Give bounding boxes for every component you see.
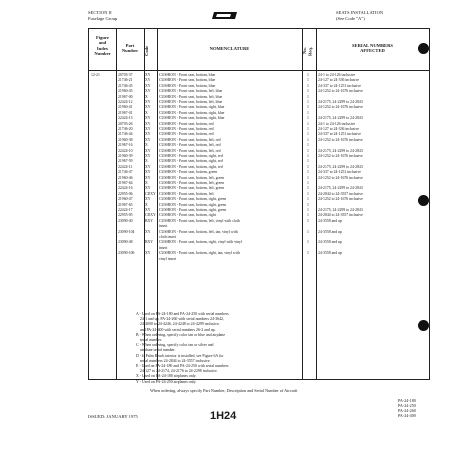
section-header	[88, 10, 117, 21]
installation-code-note: (See Code "A")	[336, 15, 365, 21]
cell-nomenclature: cloth insert	[159, 235, 176, 239]
installation-header	[336, 10, 383, 21]
cell-serial-numbers: 24-127 to 24-336 inclusive	[318, 127, 360, 131]
cell-quantity: 1	[307, 94, 309, 99]
issued-date: ISSUED: JANUARY 1975	[88, 414, 138, 419]
cell-serial-numbers: 24-337 to 24-1251 inclusive	[318, 132, 361, 137]
cell-code: XY	[145, 105, 151, 110]
cell-nomenclature: CUSHION - Front seat, bottom, right, green	[159, 208, 227, 212]
cell-nomenclature: CUSHION - Front seat, bottom, right, green	[159, 202, 227, 207]
cell-nomenclature: CUSHION - Front seat, bottom, right, red	[159, 154, 223, 158]
cell-code: XY	[145, 170, 151, 175]
cell-quantity: 1	[307, 186, 309, 191]
cell-code: CDXY	[145, 213, 156, 218]
binder-hole	[418, 320, 429, 331]
cell-code: CDXY	[145, 191, 156, 196]
cell-nomenclature: CUSHION - Front seat, bottom, left, vinyl with cloth	[159, 218, 240, 223]
cell-serial-numbers: 24-2175, 24-2299 to 24-2843	[318, 186, 363, 191]
cell-nomenclature: CUSHION - Front seat, bottom, left, red	[159, 137, 221, 142]
col-header-figure: Figure and Index Number	[94, 35, 111, 57]
cell-serial-numbers: 24-1252 to 24-1676 inclusive	[318, 154, 363, 158]
cell-part-number: 23090-106	[118, 251, 135, 256]
cell-serial-numbers: 24-1252 to 24-1676 inclusive	[318, 197, 363, 202]
col-header-req: No. Req.	[302, 46, 313, 56]
cell-part-number: 22955-05	[118, 213, 133, 218]
cell-nomenclature: CUSHION - Front seat, bottom, left, green	[159, 186, 225, 191]
cell-part-number: 22424-10	[118, 148, 133, 153]
cell-part-number: 21746-21	[118, 78, 133, 83]
cell-code: XY	[145, 73, 151, 77]
cell-part-number: 21960-46	[118, 175, 133, 180]
cell-code: XY	[145, 89, 151, 94]
cell-serial-numbers: 24-1252 to 24-1676 inclusive	[318, 89, 363, 94]
model-number: PA-24-400	[398, 413, 416, 419]
model-number: PA-24-260	[398, 408, 416, 414]
page-id: 1H24	[210, 410, 237, 422]
cell-figure: 12-21	[91, 73, 100, 77]
cell-nomenclature: CUSHION - Front seat, bottom, right, vinyl with vinyl	[159, 240, 243, 245]
cell-code: XY	[145, 208, 151, 212]
cell-part-number: 22424-13	[118, 116, 133, 121]
cell-quantity: 1	[307, 202, 309, 207]
col-header-part: Part Number	[121, 43, 139, 54]
cell-part-number: 21960-41	[118, 105, 133, 110]
cell-quantity: 1	[307, 229, 309, 234]
cell-quantity: 1	[307, 137, 309, 142]
cell-part-number: 21746-20	[118, 127, 133, 131]
model-number: PA-24-180	[398, 398, 416, 403]
note-line: A - Used on PA-24-180 and PA-24-250 with serial numbers	[136, 312, 229, 316]
cell-nomenclature: CUSHION - Front seat, bottom, blue	[159, 83, 216, 88]
cell-serial-numbers: 24-3558 and up	[318, 218, 342, 223]
binder-hole	[418, 195, 429, 206]
cell-nomenclature: CUSHION - Front seat, bottom, right, blue	[159, 116, 225, 121]
cell-quantity: 1	[307, 83, 309, 88]
cell-quantity: 1	[307, 143, 309, 148]
cell-part-number: 21960-45	[118, 89, 133, 94]
note-line: C - When ordering, specify color tan or silver and	[136, 343, 214, 348]
model-list	[398, 398, 416, 418]
cell-quantity: 1	[307, 170, 309, 175]
cell-nomenclature: insert	[159, 224, 168, 229]
cell-quantity: 1	[307, 240, 309, 245]
cell-part-number: 21960-38	[118, 137, 133, 142]
cell-code: X	[145, 94, 148, 99]
cell-nomenclature: CUSHION - Front seat, bottom, left, blue	[159, 100, 223, 104]
cell-serial-numbers: 24-337 to 24-1251 inclusive	[318, 170, 361, 175]
col-header-serial: SERIAL NUMBERS AFFECTED	[352, 43, 393, 54]
cell-code: XY	[145, 154, 151, 158]
cell-nomenclature: CUSHION - Front seat, bottom, right, green	[159, 197, 227, 202]
cell-code: X	[145, 202, 148, 207]
cell-part-number: 21960-39	[118, 154, 133, 158]
cell-serial-numbers: 24-2175, 24-2299 to 24-2843	[318, 208, 363, 212]
cell-part-number: 23090-48	[118, 240, 133, 245]
cell-quantity: 1	[307, 213, 309, 218]
cell-part-number: 21960-47	[118, 197, 133, 202]
cell-quantity: 1	[307, 110, 309, 115]
cell-serial-numbers: 24-1252 to 24-1676 inclusive	[318, 137, 363, 142]
cell-code: BXY	[145, 240, 154, 245]
cell-code: XY	[145, 148, 151, 153]
col-divider	[116, 29, 117, 379]
cell-serial-numbers: 24-2175, 24-2299 to 24-2843	[318, 116, 363, 121]
cell-quantity: 1	[307, 208, 309, 212]
cell-quantity: 1	[307, 251, 309, 256]
cell-nomenclature: CUSHION - Front seat, bottom, left, green	[159, 181, 225, 185]
cell-part-number: 21746-45	[118, 83, 133, 88]
note-line: Y - Used on PA-24-250 airplanes only.	[136, 379, 197, 384]
note-line: D - If Palm Beach interior is installed, see Figure 6A for	[136, 353, 224, 358]
cell-nomenclature: CUSHION - Front seat, bottom, right, blue	[159, 110, 225, 115]
cell-nomenclature: insert	[159, 245, 168, 250]
cell-code: X	[145, 110, 148, 115]
cell-quantity: 1	[307, 105, 309, 110]
cell-quantity: 1	[307, 132, 309, 137]
cell-serial-numbers: 24-1 to 24-126 inclusive	[318, 121, 356, 126]
cell-quantity: 1	[307, 148, 309, 153]
cell-part-number: 22424-12	[118, 100, 133, 104]
cell-nomenclature: CUSHION - Front seat, bottom, blue	[159, 78, 216, 83]
note-line: serial numbers 24-2844 to 24-3557 inclusive.	[136, 358, 211, 363]
cell-code: XY	[145, 175, 151, 180]
cell-code: X	[145, 143, 148, 148]
cell-serial-numbers: 24-3558 and up	[318, 251, 342, 256]
cell-code: XY	[145, 251, 151, 256]
cell-part-number: 20703-26	[118, 121, 133, 126]
cell-part-number: 22955-06	[118, 191, 133, 196]
binder-hole	[418, 43, 429, 54]
cell-code: X	[145, 159, 148, 164]
note-line: serial number.	[136, 338, 162, 343]
cell-nomenclature: CUSHION - Front seat, bottom, left, blue	[159, 94, 223, 99]
cell-code: BXY	[145, 218, 154, 223]
cell-nomenclature: CUSHION - Front seat, bottom, left	[159, 191, 214, 196]
cell-quantity: 1	[307, 73, 309, 77]
cell-part-number: 20703-37	[118, 73, 133, 77]
ordering-note: When ordering, always specify Part Number, Description and Serial Number of Aircraft	[150, 388, 298, 393]
cell-serial-numbers: 24-2175, 24-2299 to 24-2843	[318, 164, 363, 169]
cell-nomenclature: vinyl insert	[159, 256, 177, 261]
cell-part-number: 21967-59	[118, 159, 133, 164]
cell-nomenclature: CUSHION - Front seat, bottom, left, green	[159, 175, 225, 180]
cell-serial-numbers: 24-2844 to 24-3557 inclusive	[318, 213, 363, 218]
cell-quantity: 1	[307, 78, 309, 83]
cell-serial-numbers: 24-2844 to 24-3557 inclusive	[318, 191, 363, 196]
cell-code: XY	[145, 121, 151, 126]
cell-part-number: 21967-64	[118, 181, 133, 185]
cell-nomenclature: CUSHION - Front seat, bottom, left, red	[159, 143, 221, 148]
note-line: 24-4000 to 24-4246, 24-4248 to 24-4299 inclusive,	[136, 322, 220, 327]
cell-quantity: 1	[307, 159, 309, 164]
cell-serial-numbers: 24-2175, 24-2299 to 24-2843	[318, 100, 363, 104]
note-line: X - Used on PA-24-180 airplanes only.	[136, 374, 197, 379]
cell-nomenclature: CUSHION - Front seat, bottom, left, tan, vinyl with	[159, 229, 238, 234]
cell-quantity: 1	[307, 89, 309, 94]
cell-part-number: 22424-16	[118, 186, 133, 191]
cell-nomenclature: CUSHION - Front seat, bottom, right	[159, 213, 216, 218]
cell-code: XY	[145, 186, 151, 191]
cell-code: XY	[145, 100, 151, 104]
cell-nomenclature: CUSHION - Front seat, bottom, green	[159, 170, 218, 175]
cell-quantity: 1	[307, 116, 309, 121]
cell-part-number: 21967-00	[118, 94, 133, 99]
cell-quantity: 1	[307, 154, 309, 158]
cell-nomenclature: CUSHION - Front seat, bottom, red	[159, 121, 214, 126]
header-divider	[89, 70, 429, 71]
cell-code: X	[145, 181, 148, 185]
cell-nomenclature: CUSHION - Front seat, bottom, red	[159, 132, 214, 137]
cell-part-number: 21967-01	[118, 110, 133, 115]
cell-serial-numbers: 24-127 to 24-336 inclusive	[318, 78, 360, 83]
note-line: and PA-24-400 with serial numbers 26-2 and up.	[136, 327, 216, 332]
cell-serial-numbers: 24-3558 and up	[318, 240, 342, 245]
model-number: PA-24-250	[398, 403, 416, 409]
note-line: E - Used on PA-24-180 and PA-24-250 with serial numbers	[136, 364, 229, 369]
cell-part-number: 21967-65	[118, 202, 133, 207]
cell-quantity: 1	[307, 175, 309, 180]
cell-serial-numbers: 24-3558 and up	[318, 229, 342, 234]
cell-quantity: 1	[307, 164, 309, 169]
cell-part-number: 22424-11	[118, 164, 133, 169]
cell-serial-numbers: 24-337 to 24-1251 inclusive	[318, 83, 361, 88]
cell-code: XY	[145, 164, 151, 169]
cell-code: XY	[145, 127, 151, 131]
cell-quantity: 1	[307, 100, 309, 104]
piper-logo	[212, 11, 238, 20]
col-header-nomenclature: NOMENCLATURE	[209, 46, 250, 51]
col-header-code: Code	[144, 45, 149, 57]
cell-quantity: 1	[307, 218, 309, 223]
cell-code: XY	[145, 132, 151, 137]
cell-nomenclature: CUSHION - Front seat, bottom, right, red	[159, 159, 223, 164]
cell-quantity: 1	[307, 181, 309, 185]
installation-title: SEATS INSTALLATION	[336, 10, 384, 15]
cell-part-number: 22424-17	[118, 208, 133, 212]
cell-serial-numbers: 24-1 to 24-126 inclusive	[318, 73, 356, 77]
cell-code: XY	[145, 197, 151, 202]
cell-code: XY	[145, 78, 151, 83]
cell-nomenclature: CUSHION - Front seat, bottom, blue	[159, 73, 216, 77]
note-line: 24-1 and up, PA-24-260 with serial numbers 24-3642,	[136, 317, 224, 322]
cell-quantity: 1	[307, 127, 309, 131]
cell-quantity: 1	[307, 191, 309, 196]
cell-nomenclature: CUSHION - Front seat, bottom, right, blue	[159, 105, 225, 110]
note-line: B - When ordering, specify color tan or blue and airplane	[136, 332, 226, 337]
cell-nomenclature: CUSHION - Front seat, bottom, right, red	[159, 164, 223, 169]
notes-block	[136, 312, 326, 385]
cell-code: XY	[145, 83, 151, 88]
cell-part-number: 23090-40	[118, 218, 133, 223]
note-line: 24-127 to 24-2174, 24-2176 to 24-2298 inclusive.	[136, 369, 218, 374]
cell-quantity: 1	[307, 121, 309, 126]
cell-nomenclature: CUSHION - Front seat, bottom, right, tan, vinyl with	[159, 251, 240, 256]
cell-serial-numbers: 24-1252 to 24-1676 inclusive	[318, 175, 363, 180]
cell-nomenclature: CUSHION - Front seat, bottom, left, blue	[159, 89, 223, 94]
cell-part-number: 21746-44	[118, 132, 133, 137]
cell-serial-numbers: 24-1252 to 24-1676 inclusive	[318, 105, 363, 110]
cell-code: XY	[145, 137, 151, 142]
cell-nomenclature: CUSHION - Front seat, bottom, red	[159, 127, 214, 131]
section-subtitle: Fuselage Group	[88, 15, 118, 21]
cell-code: XY	[145, 229, 151, 234]
cell-part-number: 21746-47	[118, 170, 133, 175]
cell-part-number: 21967-16	[118, 143, 133, 148]
cell-serial-numbers: 24-2175, 24-2299 to 24-2843	[318, 148, 363, 153]
section-title: SECTION II	[88, 10, 112, 15]
cell-part-number: 23090-104	[118, 229, 135, 234]
cell-nomenclature: CUSHION - Front seat, bottom, left, red	[159, 148, 221, 153]
cell-code: XY	[145, 116, 151, 121]
cell-quantity: 1	[307, 197, 309, 202]
note-line: airplane serial number.	[136, 348, 176, 353]
